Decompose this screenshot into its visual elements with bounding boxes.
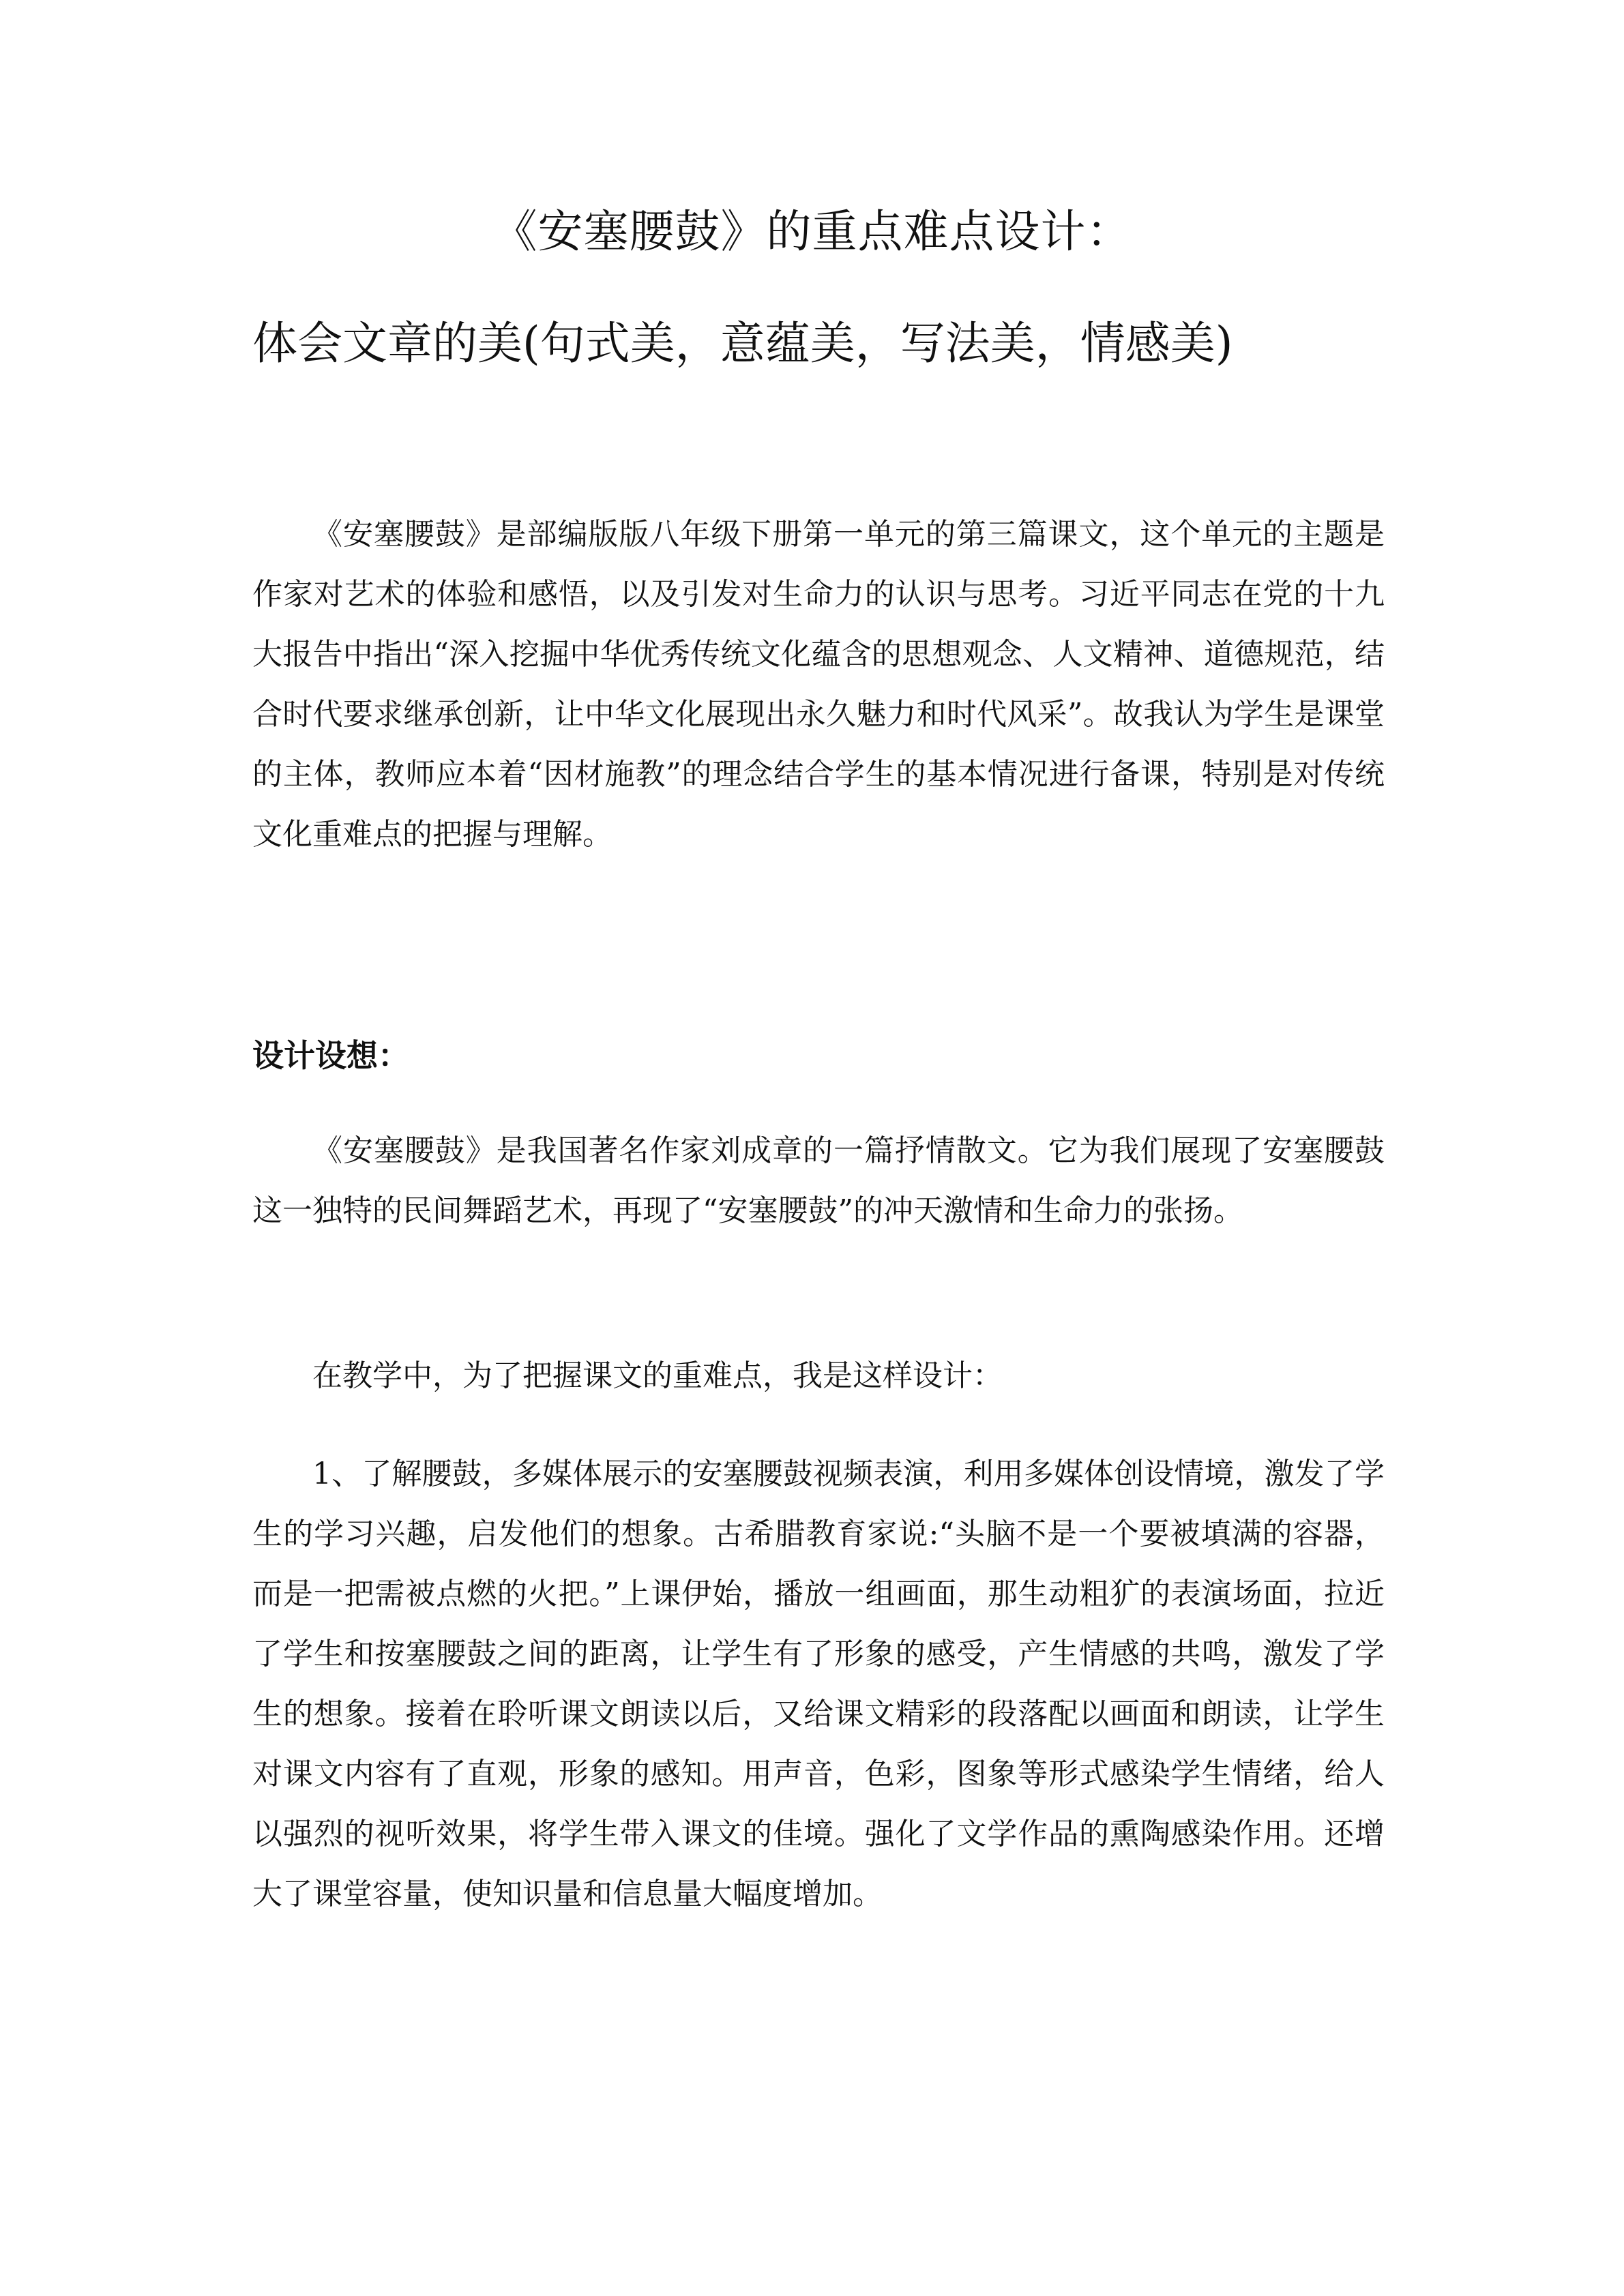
- intro-paragraph: 《安塞腰鼓》是部编版版八年级下册第一单元的第三篇课文，这个单元的主题是作家对艺术的体验和感悟，以及引发对生命力的认识与思考。习近平同志在党的十九大报告中指出“深入挖掘中华优秀传统文化蕴含的思想观念、人文精神、道德规范，结合时代要求继承创新，让中华文化展现出永久魅力和时代风采”。故我认为学生是课堂的主体，教师应本着“因材施教”的理念结合学生的基本情况进行备课，特别是对传统文化重难点的把握与理解。: [252, 517, 1385, 852]
- section-heading: 设计设想：: [252, 1037, 409, 1074]
- document-subtitle: 体会文章的美(句式美，意蕴美，写法美，情感美): [252, 317, 1233, 370]
- body-paragraph-2: 在教学中，为了把握课文的重难点，我是这样设计：: [312, 1358, 1003, 1393]
- document-title: 《安塞腰鼓》的重点难点设计：: [492, 205, 1132, 258]
- body-paragraph-1: 《安塞腰鼓》是我国著名作家刘成章的一篇抒情散文。它为我们展现了安塞腰鼓这一独特的民间舞蹈艺术，再现了“安塞腰鼓”的冲天激情和生命力的张扬。: [252, 1133, 1385, 1228]
- body-paragraph-3: 1、了解腰鼓，多媒体展示的安塞腰鼓视频表演，利用多媒体创设情境，激发了学生的学习兴趣，启发他们的想象。古希腊教育家说:“头脑不是一个要被填满的容器，而是一把需被点燃的火把。”上课伊始，播放一组画面，那生动粗犷的表演场面，拉近了学生和按塞腰鼓之间的距离，让学生有了形象的感受，产生情感的共鸣，激发了学生的想象。接着在聆听课文朗读以后，又给课文精彩的段落配以画面和朗读，让学生对课文内容有了直观，形象的感知。用声音，色彩，图象等形式感染学生情绪，给人以强烈的视听效果，将学生带入课文的佳境。强化了文学作品的熏陶感染作用。还增大了课堂容量，使知识量和信息量大幅度增加。: [252, 1457, 1385, 1911]
